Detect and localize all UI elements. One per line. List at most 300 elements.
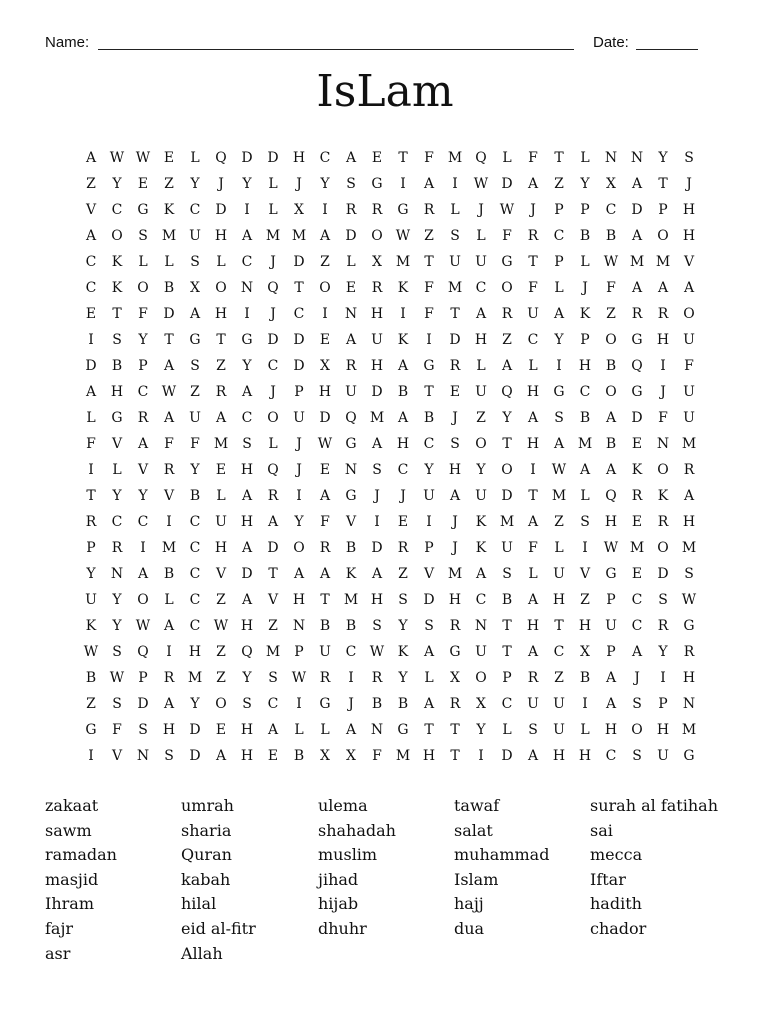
grid-letter: I bbox=[322, 202, 328, 218]
grid-letter: G bbox=[631, 332, 643, 348]
grid-letter: B bbox=[111, 358, 123, 374]
grid-letter: M bbox=[395, 254, 411, 270]
grid-letter: A bbox=[371, 566, 383, 582]
grid-letter: M bbox=[447, 150, 463, 166]
grid-letter: H bbox=[162, 722, 176, 738]
grid-letter: C bbox=[241, 254, 253, 270]
grid-letter: L bbox=[528, 358, 538, 374]
grid-letter: K bbox=[397, 280, 409, 296]
grid-letter: C bbox=[241, 410, 253, 426]
grid-letter: F bbox=[528, 150, 538, 166]
grid-letter: V bbox=[163, 488, 175, 504]
grid-letter: N bbox=[370, 722, 384, 738]
grid-row bbox=[78, 275, 702, 301]
grid-letter: B bbox=[85, 670, 97, 686]
grid-row bbox=[78, 691, 702, 717]
grid-letter: H bbox=[656, 332, 670, 348]
grid-letter: L bbox=[86, 410, 96, 426]
grid-letter: N bbox=[344, 306, 358, 322]
grid-letter: T bbox=[398, 150, 408, 166]
grid-letter: E bbox=[319, 332, 331, 348]
grid-letter: H bbox=[370, 592, 384, 608]
grid-letter: S bbox=[242, 436, 252, 452]
grid-letter: O bbox=[605, 332, 617, 348]
grid-letter: Y bbox=[502, 410, 512, 426]
grid-letter: Z bbox=[554, 176, 564, 192]
grid-letter: H bbox=[682, 514, 696, 530]
date-label: Date: bbox=[593, 34, 629, 51]
word-bank-item: dua bbox=[454, 918, 485, 938]
word-bank-item: zakaat bbox=[45, 796, 99, 815]
grid-letter: L bbox=[164, 592, 174, 608]
grid-letter: A bbox=[345, 150, 357, 166]
grid-letter: A bbox=[631, 228, 643, 244]
grid-letter: A bbox=[85, 150, 97, 166]
grid-letter: T bbox=[216, 332, 226, 348]
grid-letter: K bbox=[85, 618, 97, 634]
grid-letter: A bbox=[345, 332, 357, 348]
grid-letter: S bbox=[528, 722, 538, 738]
grid-letter: P bbox=[580, 332, 590, 348]
word-bank-column bbox=[590, 794, 730, 942]
grid-letter: M bbox=[213, 436, 229, 452]
grid-letter: T bbox=[424, 254, 434, 270]
grid-letter: Z bbox=[216, 592, 226, 608]
grid-letter: K bbox=[397, 644, 409, 660]
grid-letter: H bbox=[578, 618, 592, 634]
grid-letter: I bbox=[582, 696, 588, 712]
grid-letter: V bbox=[423, 566, 435, 582]
word-bank-item: umrah bbox=[181, 796, 234, 815]
grid-letter: S bbox=[190, 254, 200, 270]
grid-letter: L bbox=[320, 722, 330, 738]
grid-letter: T bbox=[86, 488, 96, 504]
grid-letter: P bbox=[424, 540, 434, 556]
word-bank-item: ulema bbox=[318, 796, 368, 815]
grid-letter: L bbox=[580, 722, 590, 738]
grid-letter: H bbox=[214, 228, 228, 244]
grid-letter: X bbox=[372, 254, 382, 270]
grid-letter: V bbox=[267, 592, 279, 608]
grid-letter: R bbox=[449, 358, 461, 374]
grid-letter: O bbox=[657, 540, 669, 556]
grid-row bbox=[78, 743, 702, 769]
word-bank-item: kabah bbox=[181, 869, 231, 889]
grid-letter: R bbox=[423, 202, 435, 218]
grid-letter: F bbox=[684, 358, 694, 374]
grid-letter: O bbox=[683, 306, 695, 322]
grid-letter: E bbox=[85, 306, 97, 322]
grid-letter: Z bbox=[606, 306, 616, 322]
grid-letter: T bbox=[424, 722, 434, 738]
grid-letter: R bbox=[631, 488, 643, 504]
grid-letter: B bbox=[397, 384, 409, 400]
grid-letter: I bbox=[88, 332, 94, 348]
grid-letter: L bbox=[450, 202, 460, 218]
grid-letter: T bbox=[450, 306, 460, 322]
grid-letter: H bbox=[422, 748, 436, 764]
grid-letter: A bbox=[527, 748, 539, 764]
grid-letter: S bbox=[580, 514, 590, 530]
grid-letter: H bbox=[604, 722, 618, 738]
grid-letter: X bbox=[346, 748, 356, 764]
grid-letter: A bbox=[137, 436, 149, 452]
grid-letter: O bbox=[215, 696, 227, 712]
grid-letter: I bbox=[478, 748, 484, 764]
grid-letter: W bbox=[135, 150, 151, 166]
grid-letter: Q bbox=[267, 280, 279, 296]
grid-row bbox=[78, 171, 702, 197]
grid-letter: L bbox=[216, 254, 226, 270]
grid-letter: H bbox=[318, 384, 332, 400]
grid-letter: R bbox=[137, 410, 149, 426]
grid-letter: H bbox=[188, 644, 202, 660]
grid-letter: O bbox=[267, 410, 279, 426]
grid-letter: P bbox=[86, 540, 96, 556]
grid-letter: Y bbox=[138, 488, 148, 504]
grid-letter: E bbox=[631, 514, 643, 530]
grid-row bbox=[78, 249, 702, 275]
grid-letter: Z bbox=[164, 176, 174, 192]
grid-letter: J bbox=[400, 488, 406, 504]
grid-letter: B bbox=[579, 410, 591, 426]
grid-letter: D bbox=[241, 566, 253, 582]
grid-row bbox=[78, 535, 702, 561]
grid-letter: M bbox=[499, 514, 515, 530]
grid-letter: D bbox=[423, 592, 435, 608]
word-bank-item: Quran bbox=[181, 845, 232, 865]
grid-letter: G bbox=[605, 566, 617, 582]
grid-letter: I bbox=[426, 332, 432, 348]
grid-letter: A bbox=[215, 410, 227, 426]
grid-letter: D bbox=[319, 410, 331, 426]
grid-letter: M bbox=[447, 280, 463, 296]
grid-letter: T bbox=[554, 618, 564, 634]
grid-letter: W bbox=[473, 176, 489, 192]
grid-letter: Y bbox=[190, 176, 200, 192]
grid-letter: K bbox=[475, 540, 487, 556]
grid-letter: D bbox=[241, 150, 253, 166]
grid-letter: V bbox=[579, 566, 591, 582]
grid-letter: G bbox=[683, 618, 695, 634]
grid-letter: A bbox=[527, 644, 539, 660]
grid-letter: W bbox=[291, 670, 307, 686]
grid-letter: W bbox=[213, 618, 229, 634]
grid-letter: J bbox=[348, 696, 354, 712]
grid-letter: F bbox=[190, 436, 200, 452]
grid-letter: T bbox=[502, 618, 512, 634]
grid-letter: R bbox=[371, 670, 383, 686]
grid-letter: P bbox=[554, 202, 564, 218]
grid-letter: V bbox=[683, 254, 695, 270]
grid-letter: M bbox=[629, 254, 645, 270]
date-blank-line bbox=[636, 49, 698, 50]
grid-letter: X bbox=[606, 176, 616, 192]
grid-letter: C bbox=[423, 436, 435, 452]
grid-letter: A bbox=[241, 592, 253, 608]
grid-letter: G bbox=[241, 332, 253, 348]
grid-letter: M bbox=[343, 592, 359, 608]
grid-letter: C bbox=[553, 644, 565, 660]
word-bank-item: Iftar bbox=[590, 869, 626, 889]
grid-letter: Y bbox=[190, 462, 200, 478]
grid-letter: L bbox=[554, 280, 564, 296]
grid-letter: X bbox=[190, 280, 200, 296]
grid-letter: S bbox=[684, 150, 694, 166]
grid-letter: P bbox=[502, 670, 512, 686]
grid-letter: D bbox=[293, 358, 305, 374]
grid-letter: A bbox=[423, 696, 435, 712]
grid-letter: G bbox=[397, 722, 409, 738]
grid-letter: X bbox=[294, 202, 304, 218]
grid-letter: Y bbox=[476, 462, 486, 478]
grid-letter: R bbox=[371, 202, 383, 218]
grid-letter: Z bbox=[580, 592, 590, 608]
grid-letter: D bbox=[267, 332, 279, 348]
grid-letter: W bbox=[317, 436, 333, 452]
grid-letter: S bbox=[164, 748, 174, 764]
grid-letter: O bbox=[137, 592, 149, 608]
grid-letter: E bbox=[631, 566, 643, 582]
grid-letter: M bbox=[681, 540, 697, 556]
grid-letter: N bbox=[656, 436, 670, 452]
grid-letter: U bbox=[371, 332, 383, 348]
grid-letter: Z bbox=[320, 254, 330, 270]
grid-letter: Z bbox=[216, 358, 226, 374]
grid-letter: R bbox=[319, 540, 331, 556]
grid-letter: Z bbox=[86, 696, 96, 712]
grid-letter: R bbox=[345, 202, 357, 218]
word-bank-column bbox=[181, 794, 321, 966]
grid-letter: U bbox=[85, 592, 97, 608]
grid-letter: I bbox=[400, 176, 406, 192]
grid-letter: F bbox=[424, 280, 434, 296]
word-bank-item: muslim bbox=[318, 845, 378, 865]
grid-letter: Y bbox=[320, 176, 330, 192]
grid-letter: H bbox=[240, 722, 254, 738]
grid-letter: K bbox=[163, 202, 175, 218]
word-bank-item: masjid bbox=[45, 869, 99, 889]
grid-letter: A bbox=[85, 228, 97, 244]
grid-letter: U bbox=[345, 384, 357, 400]
grid-letter: A bbox=[397, 410, 409, 426]
grid-letter: A bbox=[475, 566, 487, 582]
grid-letter: A bbox=[527, 176, 539, 192]
word-bank-item: tawaf bbox=[454, 796, 500, 815]
grid-letter: D bbox=[657, 566, 669, 582]
grid-letter: S bbox=[190, 358, 200, 374]
grid-letter: A bbox=[631, 280, 643, 296]
grid-letter: M bbox=[187, 670, 203, 686]
grid-row bbox=[78, 353, 702, 379]
grid-letter: S bbox=[138, 722, 148, 738]
word-bank-item: salat bbox=[454, 820, 493, 840]
grid-row bbox=[78, 717, 702, 743]
grid-letter: R bbox=[657, 514, 669, 530]
grid-letter: L bbox=[268, 176, 278, 192]
grid-letter: Y bbox=[190, 696, 200, 712]
grid-letter: N bbox=[292, 618, 306, 634]
word-bank-item: shahadah bbox=[318, 820, 396, 840]
grid-row bbox=[78, 379, 702, 405]
grid-letter: I bbox=[140, 540, 146, 556]
grid-letter: Y bbox=[658, 644, 668, 660]
grid-letter: Y bbox=[112, 592, 122, 608]
word-bank-item: sai bbox=[590, 820, 613, 840]
grid-letter: T bbox=[554, 150, 564, 166]
grid-letter: T bbox=[502, 436, 512, 452]
grid-letter: A bbox=[319, 566, 331, 582]
grid-letter: A bbox=[241, 384, 253, 400]
word-bank-item: Allah bbox=[181, 943, 223, 963]
grid-letter: H bbox=[448, 592, 462, 608]
grid-letter: G bbox=[631, 384, 643, 400]
grid-letter: C bbox=[345, 644, 357, 660]
grid-letter: U bbox=[293, 410, 305, 426]
grid-letter: F bbox=[658, 410, 668, 426]
grid-letter: H bbox=[578, 358, 592, 374]
grid-letter: T bbox=[164, 332, 174, 348]
grid-letter: B bbox=[345, 618, 357, 634]
grid-letter: E bbox=[345, 280, 357, 296]
grid-letter: B bbox=[605, 358, 617, 374]
grid-letter: J bbox=[452, 410, 458, 426]
grid-letter: G bbox=[345, 436, 357, 452]
word-bank-item: asr bbox=[45, 943, 71, 963]
grid-letter: T bbox=[502, 644, 512, 660]
grid-letter: V bbox=[111, 436, 123, 452]
grid-letter: P bbox=[658, 696, 668, 712]
name-label: Name: bbox=[45, 34, 90, 51]
grid-letter: N bbox=[682, 696, 696, 712]
grid-letter: C bbox=[189, 514, 201, 530]
grid-letter: A bbox=[605, 696, 617, 712]
grid-letter: H bbox=[240, 748, 254, 764]
grid-letter: C bbox=[475, 592, 487, 608]
grid-letter: I bbox=[660, 358, 666, 374]
grid-letter: F bbox=[164, 436, 174, 452]
grid-letter: E bbox=[397, 514, 409, 530]
grid-letter: K bbox=[345, 566, 357, 582]
grid-letter: G bbox=[189, 332, 201, 348]
grid-letter: Y bbox=[658, 150, 668, 166]
grid-letter: Y bbox=[86, 566, 96, 582]
grid-letter: Z bbox=[476, 410, 486, 426]
grid-row bbox=[78, 301, 702, 327]
grid-letter: A bbox=[163, 618, 175, 634]
name-blank-line bbox=[98, 49, 574, 50]
grid-letter: S bbox=[138, 228, 148, 244]
grid-letter: I bbox=[88, 462, 94, 478]
grid-letter: F bbox=[424, 150, 434, 166]
grid-letter: A bbox=[683, 280, 695, 296]
grid-letter: Q bbox=[215, 150, 227, 166]
grid-letter: T bbox=[450, 748, 460, 764]
grid-letter: Q bbox=[241, 644, 253, 660]
grid-letter: H bbox=[552, 592, 566, 608]
grid-letter: K bbox=[579, 306, 591, 322]
grid-letter: H bbox=[682, 202, 696, 218]
grid-letter: D bbox=[631, 202, 643, 218]
grid-letter: O bbox=[657, 462, 669, 478]
grid-letter: B bbox=[371, 696, 383, 712]
grid-letter: L bbox=[502, 722, 512, 738]
grid-letter: P bbox=[580, 202, 590, 218]
grid-letter: P bbox=[658, 202, 668, 218]
grid-letter: P bbox=[606, 644, 616, 660]
header bbox=[45, 34, 705, 54]
grid-letter: U bbox=[215, 514, 227, 530]
grid-letter: A bbox=[163, 358, 175, 374]
grid-letter: H bbox=[526, 384, 540, 400]
grid-letter: L bbox=[580, 488, 590, 504]
grid-letter: U bbox=[319, 644, 331, 660]
grid-letter: B bbox=[579, 670, 591, 686]
grid-letter: A bbox=[371, 436, 383, 452]
word-bank-item: Islam bbox=[454, 869, 499, 889]
word-bank-item: sharia bbox=[181, 820, 232, 840]
grid-letter: I bbox=[582, 540, 588, 556]
grid-letter: L bbox=[216, 488, 226, 504]
grid-letter: H bbox=[370, 306, 384, 322]
grid-letter: B bbox=[163, 280, 175, 296]
grid-letter: Q bbox=[631, 358, 643, 374]
grid-letter: E bbox=[267, 748, 279, 764]
grid-letter: G bbox=[371, 176, 383, 192]
grid-letter: F bbox=[320, 514, 330, 530]
grid-letter: T bbox=[424, 384, 434, 400]
grid-letter: O bbox=[605, 384, 617, 400]
grid-letter: O bbox=[137, 280, 149, 296]
grid-letter: O bbox=[111, 228, 123, 244]
grid-letter: E bbox=[215, 722, 227, 738]
grid-letter: O bbox=[475, 436, 487, 452]
grid-letter: Y bbox=[424, 462, 434, 478]
grid-letter: A bbox=[85, 384, 97, 400]
grid-letter: S bbox=[424, 618, 434, 634]
grid-letter: G bbox=[553, 384, 565, 400]
grid-letter: N bbox=[136, 748, 150, 764]
grid-letter: C bbox=[137, 514, 149, 530]
grid-letter: N bbox=[474, 618, 488, 634]
grid-letter: L bbox=[112, 462, 122, 478]
grid-letter: Y bbox=[554, 332, 564, 348]
grid-letter: L bbox=[580, 150, 590, 166]
grid-letter: F bbox=[502, 228, 512, 244]
grid-letter: T bbox=[320, 592, 330, 608]
grid-letter: U bbox=[423, 488, 435, 504]
grid-letter: S bbox=[398, 592, 408, 608]
grid-letter: D bbox=[189, 748, 201, 764]
grid-letter: S bbox=[502, 566, 512, 582]
grid-letter: A bbox=[423, 176, 435, 192]
grid-letter: U bbox=[475, 384, 487, 400]
grid-row bbox=[78, 223, 702, 249]
grid-letter: M bbox=[551, 488, 567, 504]
grid-letter: J bbox=[478, 202, 484, 218]
grid-letter: R bbox=[345, 358, 357, 374]
grid-letter: Y bbox=[112, 488, 122, 504]
grid-letter: D bbox=[267, 540, 279, 556]
grid-letter: C bbox=[189, 540, 201, 556]
grid-letter: D bbox=[137, 696, 149, 712]
grid-letter: P bbox=[606, 592, 616, 608]
grid-letter: H bbox=[604, 514, 618, 530]
grid-letter: I bbox=[296, 488, 302, 504]
grid-letter: R bbox=[683, 644, 695, 660]
grid-letter: Y bbox=[242, 358, 252, 374]
grid-letter: Z bbox=[502, 332, 512, 348]
